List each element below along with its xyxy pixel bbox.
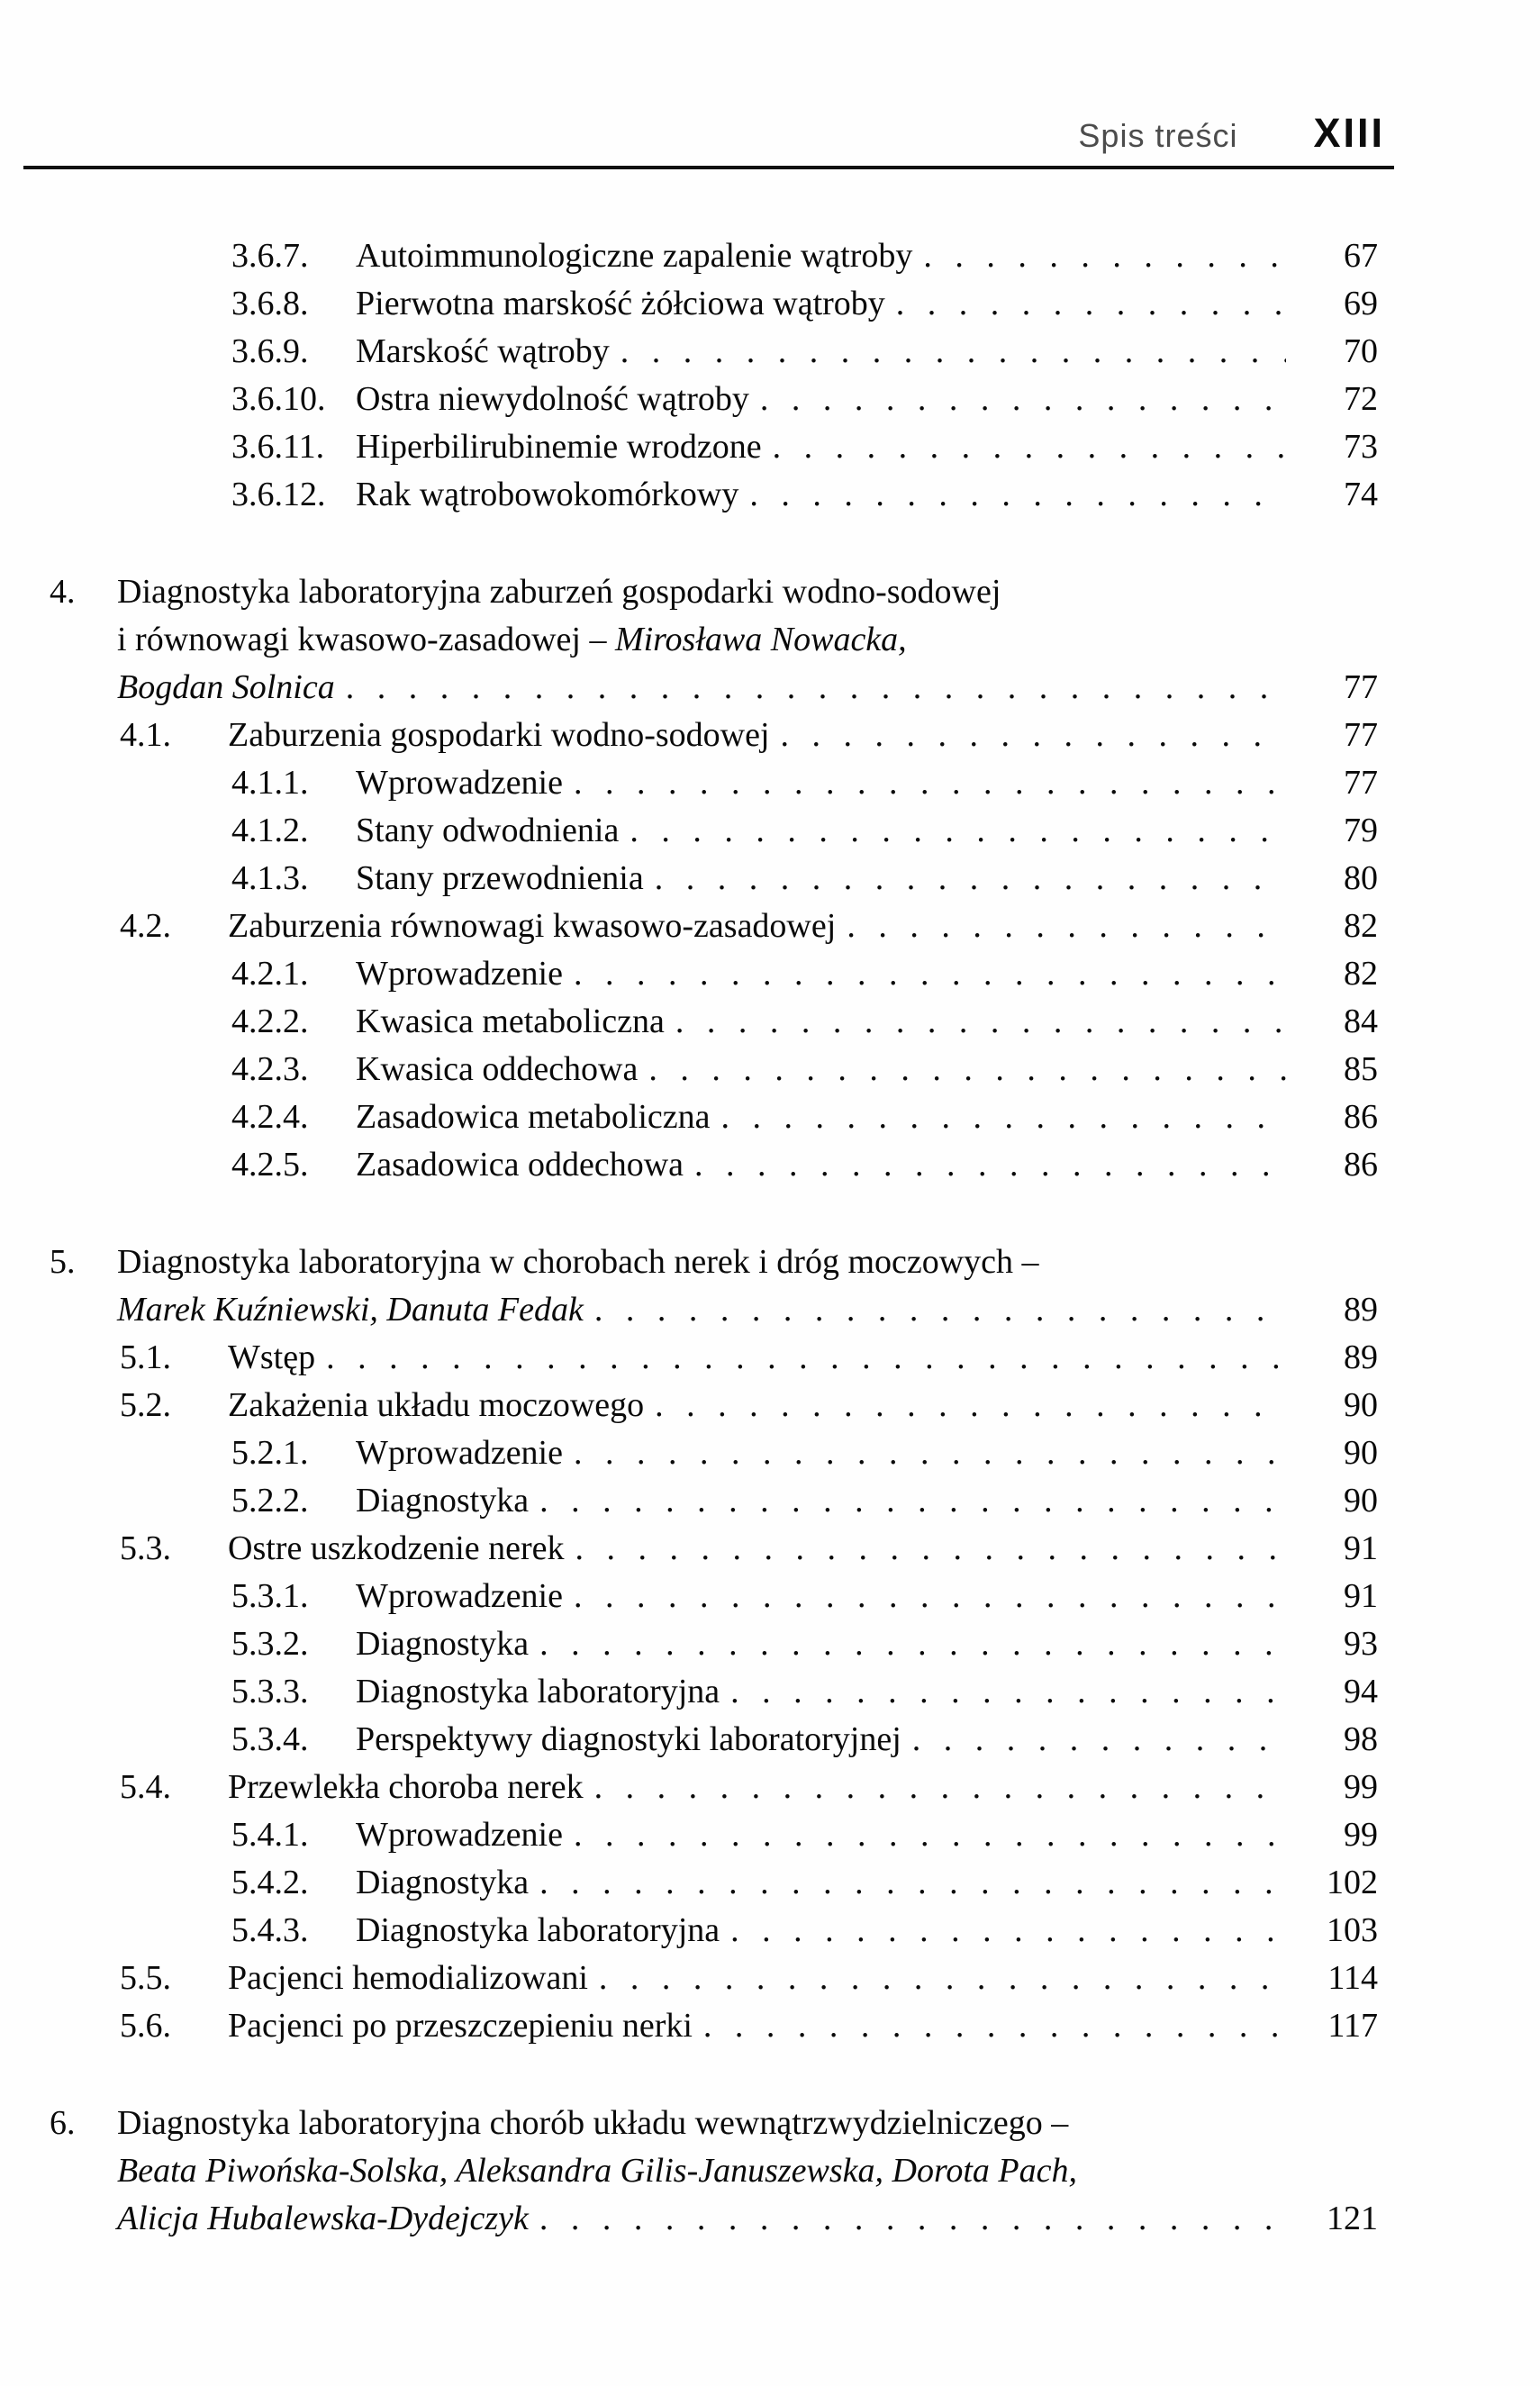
toc-line — [231, 1907, 1378, 1955]
entry-title — [356, 1573, 563, 1620]
toc-line — [231, 807, 1378, 855]
entry-number: 5.1. — [120, 1338, 171, 1376]
entry-title-text: Stany odwodnienia — [356, 812, 620, 849]
entry-title — [356, 1429, 563, 1477]
entry-page: 121 — [1327, 2200, 1378, 2237]
dot-leader — [730, 1668, 1286, 1716]
entry-title — [228, 1525, 565, 1573]
toc-entry — [231, 1093, 1378, 1141]
toc-line — [120, 903, 1378, 950]
dot-leader — [847, 903, 1286, 950]
entry-title — [356, 1046, 638, 1093]
entry-title — [356, 807, 619, 855]
entry-page: 99 — [1344, 1816, 1378, 1854]
entry-number: 5.3.2. — [231, 1625, 309, 1663]
entry-page: 86 — [1344, 1146, 1378, 1184]
entry-number: 5.3.3. — [231, 1673, 309, 1710]
dot-leader — [781, 712, 1286, 759]
entry-title — [228, 712, 770, 759]
dot-leader — [539, 2195, 1286, 2243]
dot-leader — [655, 855, 1286, 903]
entry-title — [356, 423, 762, 471]
entry-page: 90 — [1344, 1434, 1378, 1472]
toc-line — [231, 1716, 1378, 1764]
entry-page: 86 — [1344, 1098, 1378, 1136]
entry-number: 3.6.8. — [231, 285, 309, 322]
entry-title-text: Zasadowica metaboliczna — [356, 1098, 711, 1136]
toc-line — [231, 376, 1378, 423]
entry-title — [356, 1716, 901, 1764]
entry-page: 80 — [1344, 859, 1378, 897]
entry-title-text: Wstęp — [228, 1338, 316, 1376]
toc-line — [231, 1046, 1378, 1093]
entry-title-text: Hiperbilirubinemie wrodzone — [356, 428, 762, 466]
entry-title-text: Kwasica metaboliczna — [356, 1002, 665, 1040]
dot-leader — [574, 950, 1286, 998]
toc-line — [50, 2100, 1378, 2147]
toc-line — [231, 1141, 1378, 1189]
toc-entry — [231, 232, 1378, 280]
entry-number: 5.5. — [120, 1959, 171, 1997]
toc-entry — [120, 712, 1378, 759]
toc-line — [120, 1334, 1378, 1382]
entry-title — [356, 1093, 711, 1141]
entry-page: 90 — [1344, 1386, 1378, 1424]
toc-line — [231, 471, 1378, 519]
entry-title — [117, 2195, 529, 2243]
toc-line — [120, 2002, 1378, 2050]
entry-number: 4. — [50, 573, 76, 611]
entry-title — [117, 1286, 584, 1334]
entry-title-text: Diagnostyka laboratoryjna — [356, 1911, 720, 1949]
entry-number: 5.2.2. — [231, 1482, 309, 1520]
dot-leader — [574, 1811, 1286, 1859]
dot-leader — [326, 1334, 1286, 1382]
entry-page: 74 — [1344, 476, 1378, 513]
entry-page: 89 — [1344, 1291, 1378, 1329]
toc-entry — [231, 1620, 1378, 1668]
toc-line — [50, 1286, 1378, 1334]
toc-entry — [231, 1859, 1378, 1907]
entry-title-text: Zaburzenia równowagi kwasowo-zasadowej — [228, 907, 837, 945]
entry-number: 3.6.7. — [231, 237, 309, 275]
entry-page: 114 — [1327, 1959, 1378, 1997]
dot-leader — [923, 232, 1286, 280]
entry-page: 94 — [1344, 1673, 1378, 1710]
entry-page: 82 — [1344, 907, 1378, 945]
entry-number: 5.4.1. — [231, 1816, 309, 1854]
toc-line — [231, 855, 1378, 903]
entry-title-text: Diagnostyka laboratoryjna zaburzeń gospodarki wodno-sodowej — [117, 573, 1001, 611]
toc-line — [231, 1093, 1378, 1141]
dot-leader — [539, 1859, 1286, 1907]
entry-page: 84 — [1344, 1002, 1378, 1040]
dot-leader — [621, 328, 1286, 376]
dot-leader — [721, 1093, 1286, 1141]
entry-number: 4.2. — [120, 907, 171, 945]
dot-leader — [648, 1046, 1286, 1093]
entry-number: 4.2.2. — [231, 1002, 309, 1040]
toc-entry — [231, 950, 1378, 998]
toc-line — [50, 616, 1378, 664]
toc-line — [50, 1238, 1378, 1286]
entry-page: 77 — [1344, 764, 1378, 802]
toc-line — [231, 423, 1378, 471]
entry-number: 6. — [50, 2104, 76, 2142]
entry-title — [356, 1907, 720, 1955]
entry-page: 73 — [1344, 428, 1378, 466]
entry-title-text: Ostra niewydolność wątroby — [356, 380, 749, 418]
toc-entry — [231, 759, 1378, 807]
toc-entry — [120, 903, 1378, 950]
running-header — [0, 110, 1385, 157]
entry-title-text: Pacjenci po przeszczepieniu nerki — [228, 2007, 693, 2045]
entry-title-text: Rak wątrobowokomórkowy — [356, 476, 739, 513]
entry-title — [356, 1668, 720, 1716]
running-header-page-number: XIII — [1313, 110, 1385, 156]
toc-entry — [50, 568, 1378, 712]
entry-title — [117, 568, 1001, 616]
toc-line — [231, 280, 1378, 328]
entry-number: 3.6.11. — [231, 428, 325, 466]
entry-author: Marek Kuźniewski, Danuta Fedak — [117, 1291, 584, 1329]
entry-number: 5.3. — [120, 1529, 171, 1567]
running-header-title: Spis treści — [1078, 117, 1238, 154]
entry-page: 70 — [1344, 332, 1378, 370]
dot-leader — [574, 1429, 1286, 1477]
toc-entry — [231, 1811, 1378, 1859]
toc-entry — [231, 376, 1378, 423]
entry-title — [228, 1334, 315, 1382]
entry-title — [356, 950, 563, 998]
entry-title — [356, 376, 749, 423]
dot-leader — [675, 998, 1286, 1046]
entry-title-text: Wprowadzenie — [356, 955, 563, 993]
entry-author: Bogdan Solnica — [117, 668, 335, 706]
toc-entry — [231, 1046, 1378, 1093]
dot-leader — [703, 2002, 1286, 2050]
entry-title — [356, 471, 738, 519]
toc-entry — [231, 1716, 1378, 1764]
entry-number: 4.1. — [120, 716, 171, 754]
dot-leader — [574, 1573, 1286, 1620]
entry-page: 77 — [1344, 716, 1378, 754]
entry-page: 82 — [1344, 955, 1378, 993]
entry-number: 5. — [50, 1243, 76, 1281]
entry-page: 72 — [1344, 380, 1378, 418]
entry-page: 91 — [1344, 1529, 1378, 1567]
dot-leader — [730, 1907, 1286, 1955]
entry-author: Alicja Hubalewska-Dydejczyk — [117, 2200, 529, 2237]
entry-number: 5.3.1. — [231, 1577, 309, 1615]
entry-number: 4.2.4. — [231, 1098, 309, 1136]
entry-title — [356, 1477, 529, 1525]
dot-leader — [749, 471, 1286, 519]
dot-leader — [760, 376, 1286, 423]
dot-leader — [773, 423, 1286, 471]
toc-entry — [231, 1668, 1378, 1716]
entry-title-text: Diagnostyka — [356, 1864, 530, 1901]
toc-entry — [120, 1955, 1378, 2002]
entry-number: 5.4.3. — [231, 1911, 309, 1949]
dot-leader — [630, 807, 1286, 855]
toc-entry — [120, 2002, 1378, 2050]
entry-title — [356, 759, 563, 807]
toc-line — [50, 664, 1378, 712]
entry-title-text: Perspektywy diagnostyki laboratoryjnej — [356, 1720, 901, 1758]
toc-entry — [120, 1382, 1378, 1429]
toc-line — [231, 998, 1378, 1046]
entry-page: 93 — [1344, 1625, 1378, 1663]
entry-title-text: Pacjenci hemodializowani — [228, 1959, 588, 1997]
entry-title-text: Autoimmunologiczne zapalenie wątroby — [356, 237, 913, 275]
entry-author: Mirosława Nowacka, — [614, 621, 907, 658]
toc-entry — [231, 807, 1378, 855]
entry-title — [117, 1238, 1039, 1286]
entry-title-text: Wprowadzenie — [356, 1434, 563, 1472]
toc-line — [50, 2195, 1378, 2243]
entry-number: 5.2. — [120, 1386, 171, 1424]
entry-number: 3.6.12. — [231, 476, 326, 513]
toc-entry — [231, 423, 1378, 471]
dot-leader — [599, 1955, 1286, 2002]
entry-page: 91 — [1344, 1577, 1378, 1615]
entry-number: 4.1.1. — [231, 764, 309, 802]
entry-number: 5.3.4. — [231, 1720, 309, 1758]
toc-line — [120, 1764, 1378, 1811]
entry-title — [117, 2100, 1068, 2147]
entry-page: 98 — [1344, 1720, 1378, 1758]
entry-title-text: Diagnostyka laboratoryjna — [356, 1673, 720, 1710]
entry-number: 4.1.2. — [231, 812, 309, 849]
entry-title — [228, 1955, 588, 2002]
entry-title-text: Stany przewodnienia — [356, 859, 644, 897]
entry-page: 103 — [1327, 1911, 1378, 1949]
entry-title-text: Diagnostyka laboratoryjna chorób układu wewnątrzwydzielniczego – — [117, 2104, 1069, 2142]
dot-leader — [539, 1477, 1286, 1525]
toc-entry — [120, 1764, 1378, 1811]
entry-page: 67 — [1344, 237, 1378, 275]
entry-title — [356, 1620, 529, 1668]
entry-number: 4.2.1. — [231, 955, 309, 993]
dot-leader — [575, 1525, 1286, 1573]
entry-number: 5.4.2. — [231, 1864, 309, 1901]
toc-line — [231, 1573, 1378, 1620]
entry-title-text: Wprowadzenie — [356, 1577, 563, 1615]
entry-page: 79 — [1344, 812, 1378, 849]
entry-title — [117, 664, 335, 712]
entry-title — [356, 1859, 529, 1907]
entry-title — [356, 1811, 563, 1859]
toc-entry — [50, 1238, 1378, 1334]
entry-title-text: Pierwotna marskość żółciowa wątroby — [356, 285, 885, 322]
toc-entry — [231, 1907, 1378, 1955]
toc-line — [50, 2147, 1378, 2195]
dot-leader — [896, 280, 1286, 328]
entry-title — [228, 1764, 584, 1811]
entry-title-text: Diagnostyka laboratoryjna w chorobach nerek i dróg moczowych – — [117, 1243, 1039, 1281]
toc-line — [50, 568, 1378, 616]
entry-title-text: Przewlekła choroba nerek — [228, 1768, 584, 1806]
entry-author: Beata Piwońska-Solska, Aleksandra Gilis-Januszewska, Dorota Pach, — [117, 2152, 1077, 2190]
toc-entry — [231, 1477, 1378, 1525]
toc-list — [0, 232, 1378, 2243]
entry-page: 89 — [1344, 1338, 1378, 1376]
toc-line — [231, 1477, 1378, 1525]
entry-title — [117, 2147, 1077, 2195]
entry-page: 77 — [1344, 668, 1378, 706]
entry-page: 90 — [1344, 1482, 1378, 1520]
entry-title — [228, 903, 836, 950]
entry-title — [228, 1382, 644, 1429]
toc-entry — [120, 1334, 1378, 1382]
toc-entry — [231, 280, 1378, 328]
dot-leader — [655, 1382, 1286, 1429]
dot-leader — [912, 1716, 1286, 1764]
toc-entry — [120, 1525, 1378, 1573]
toc-entry — [231, 471, 1378, 519]
entry-number: 4.1.3. — [231, 859, 309, 897]
entry-title — [356, 328, 610, 376]
entry-title — [356, 1141, 684, 1189]
dot-leader — [539, 1620, 1286, 1668]
toc-entry — [231, 855, 1378, 903]
toc-line — [231, 759, 1378, 807]
entry-number: 5.2.1. — [231, 1434, 309, 1472]
dot-leader — [694, 1141, 1286, 1189]
dot-leader — [594, 1764, 1286, 1811]
entry-number: 3.6.9. — [231, 332, 309, 370]
entry-title — [117, 616, 907, 664]
toc-line — [231, 1668, 1378, 1716]
entry-number: 5.4. — [120, 1768, 171, 1806]
toc-line — [120, 712, 1378, 759]
toc-line — [231, 1811, 1378, 1859]
toc-entry — [231, 1573, 1378, 1620]
entry-title-text: Zaburzenia gospodarki wodno-sodowej — [228, 716, 770, 754]
entry-number: 4.2.5. — [231, 1146, 309, 1184]
entry-title-text: Zasadowica oddechowa — [356, 1146, 684, 1184]
toc-entry — [231, 328, 1378, 376]
toc-line — [231, 950, 1378, 998]
entry-page: 69 — [1344, 285, 1378, 322]
entry-title — [356, 998, 665, 1046]
toc-line — [120, 1382, 1378, 1429]
toc-line — [231, 1429, 1378, 1477]
toc-entry — [231, 998, 1378, 1046]
entry-number: 5.6. — [120, 2007, 171, 2045]
toc-line — [120, 1525, 1378, 1573]
toc-line — [231, 232, 1378, 280]
entry-title-text: Kwasica oddechowa — [356, 1050, 639, 1088]
entry-title-text: Wprowadzenie — [356, 764, 563, 802]
toc-entry — [50, 2100, 1378, 2243]
entry-title-text: Diagnostyka — [356, 1482, 530, 1520]
entry-title — [356, 232, 912, 280]
dot-leader — [574, 759, 1286, 807]
entry-title — [228, 2002, 693, 2050]
header-rule — [23, 166, 1394, 169]
entry-number: 4.2.3. — [231, 1050, 309, 1088]
entry-title-text: Wprowadzenie — [356, 1816, 563, 1854]
toc-entry — [231, 1429, 1378, 1477]
entry-page: 99 — [1344, 1768, 1378, 1806]
entry-title-text: Zakażenia układu moczowego — [228, 1386, 645, 1424]
entry-title-text: Ostre uszkodzenie nerek — [228, 1529, 565, 1567]
entry-title — [356, 855, 644, 903]
entry-page: 85 — [1344, 1050, 1378, 1088]
dot-leader — [594, 1286, 1286, 1334]
toc-entry — [231, 1141, 1378, 1189]
toc-line — [231, 328, 1378, 376]
entry-title — [356, 280, 885, 328]
toc-line — [231, 1620, 1378, 1668]
toc-line — [120, 1955, 1378, 2002]
toc-line — [231, 1859, 1378, 1907]
entry-title-text: i równowagi kwasowo-zasadowej – — [117, 621, 615, 658]
entry-page: 102 — [1327, 1864, 1378, 1901]
entry-number: 3.6.10. — [231, 380, 326, 418]
entry-page: 117 — [1327, 2007, 1378, 2045]
entry-title-text: Diagnostyka — [356, 1625, 530, 1663]
entry-title-text: Marskość wątroby — [356, 332, 610, 370]
dot-leader — [346, 664, 1286, 712]
